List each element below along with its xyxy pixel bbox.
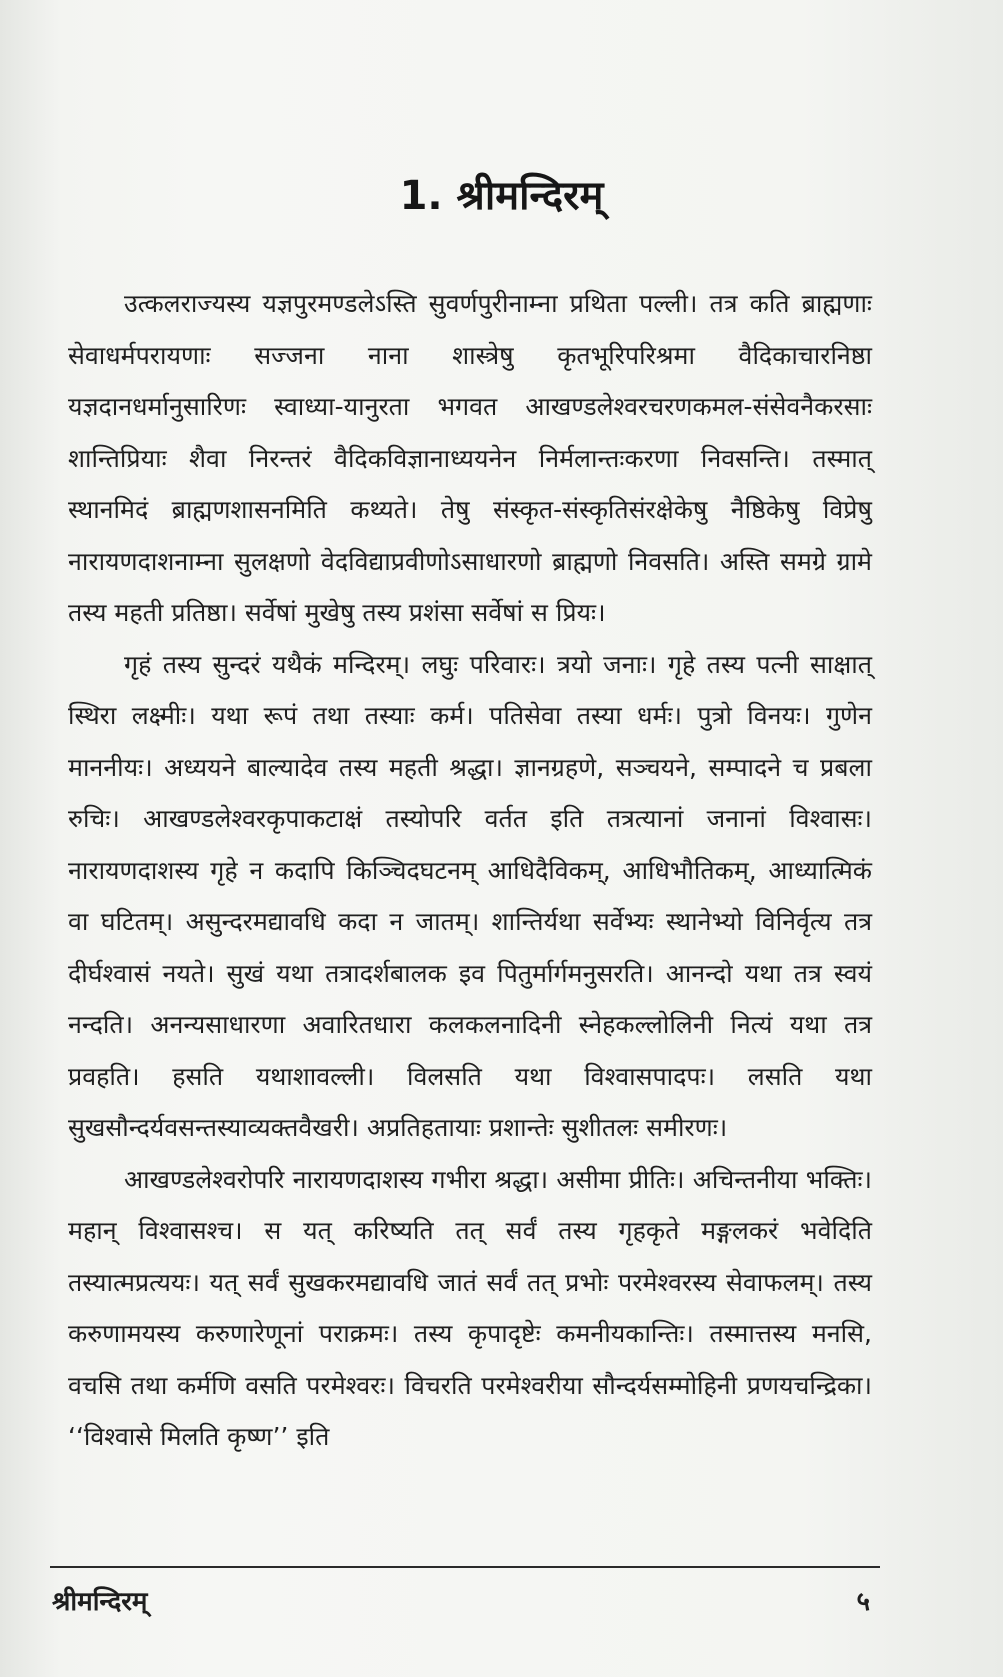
chapter-title: 1. श्रीमन्दिरम् [399,173,604,219]
paragraph-1: उत्कलराज्यस्य यज्ञपुरमण्डलेऽस्ति सुवर्णपुरीनाम्ना प्रथिता पल्ली। तत्र कति ब्राह्मणाः सेवाधर्मपरायणाः सज्जना नाना शास्त्रेषु कृतभूरिपरिश्रमा वैदिकाचारनिष्ठा यज्ञदानधर्मानुसारिणः स्वाध्या-यानुरता भगवत आखण्डलेश्वरचरणकमल-संसेवनैकरसाः शान्तिप्रियाः शैवा निरन्तरं वैदिकविज्ञानाध्ययनेन निर्मलान्तःकरणा निवसन्ति। तस्मात् स्थानमिदं ब्राह्मणशासनमिति कथ्यते। तेषु संस्कृत-संस्कृतिसंरक्षेकेषु नैष्ठिकेषु विप्रेषु नारायणदाशनाम्ना सुलक्षणो वेदविद्याप्रवीणोऽसाधारणो ब्राह्मणो निवसति। अस्ति समग्रे ग्रामे तस्य महती प्रतिष्ठा। सर्वेषां मुखेषु तस्य प्रशंसा सर्वेषां स प्रियः। [68,289,872,627]
paragraph-2: गृहं तस्य सुन्दरं यथैकं मन्दिरम्। लघुः परिवारः। त्रयो जनाः। गृहे तस्य पत्नी साक्षात् स्थिरा लक्ष्मीः। यथा रूपं तथा तस्याः कर्म। पतिसेवा तस्या धर्मः। पुत्रो विनयः। गुणेन माननीयः। अध्ययने बाल्यादेव तस्य महती श्रद्धा। ज्ञानग्रहणे, सञ्चयने, सम्पादने च प्रबला रुचिः। आखण्डलेश्वरकृपाकटाक्षं तस्योपरि वर्तत इति तत्रत्यानां जनानां विश्वासः। नारायणदाशस्य गृहे न कदापि किञ्चिदघटनम् आधिदैविकम्, आधिभौतिकम्, आध्यात्मिकं वा घटितम्। असुन्दरमद्यावधि कदा न जातम्। शान्तिर्यथा सर्वेभ्यः स्थानेभ्यो विनिर्वृत्य तत्र दीर्घश्वासं नयते। सुखं यथा तत्रादर्शबालक इव पितुर्मार्गमनुसरति। आनन्दो यथा तत्र स्वयं नन्दति। अनन्यसाधारणा अवारितधारा कलकलनादिनी स्नेहकल्लोलिनी नित्यं यथा तत्र प्रवहति। हसति यथाशावल्ली। विलसति यथा विश्वासपादपः। लसति यथा सुखसौन्दर्यवसन्तस्याव्यक्तवैखरी। अप्रतिहतायाः प्रशान्तेः सुशीतलः समीरणः। [68,649,872,1142]
running-footer-title: श्रीमन्दिरम् [52,1587,148,1617]
paragraph-3: आखण्डलेश्वरोपरि नारायणदाशस्य गभीरा श्रद्धा। असीमा प्रीतिः। अचिन्तनीया भक्तिः। महान् विश्वासश्च। स यत् करिष्यति तत् सर्वं तस्य गृहकृते मङ्गलकरं भवेदिति तस्यात्मप्रत्ययः। यत् सर्वं सुखकरमद्यावधि जातं सर्वं तत् प्रभोः परमेश्वरस्य सेवाफलम्। तस्य करुणामयस्य करुणारेणूनां पराक्रमः। तस्य कृपादृष्टेः कमनीयकान्तिः। तस्मात्तस्य मनसि, वचसि तथा कर्मणि वसति परमेश्वरः। विचरति परमेश्वरीया सौन्दर्यसम्मोहिनी प्रणयचन्द्रिका। ‘‘विश्वासे मिलति कृष्ण’’ इति [68,1164,872,1451]
footer-divider [50,1566,880,1568]
chapter-body [68,278,872,1463]
page-number: ५ [856,1587,870,1617]
